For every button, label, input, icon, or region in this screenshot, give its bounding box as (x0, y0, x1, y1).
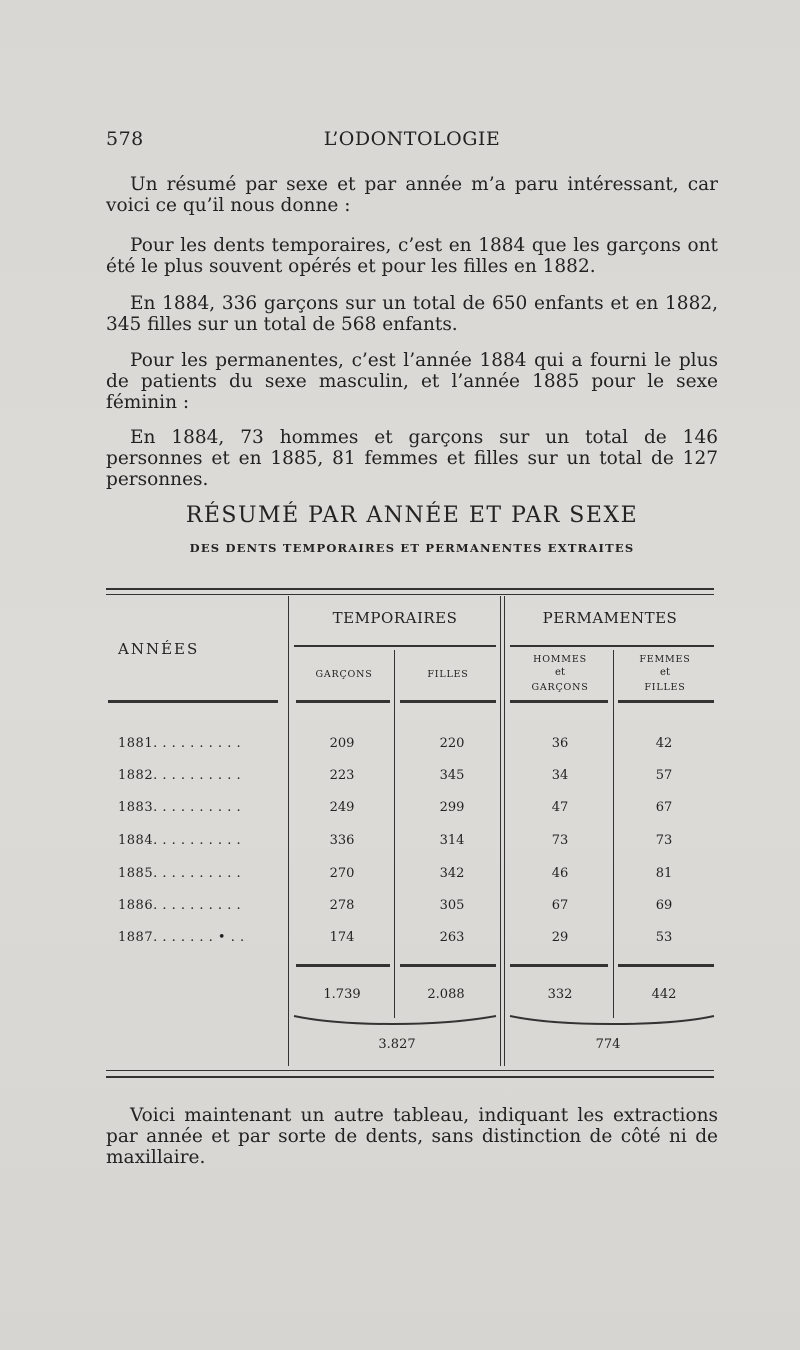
paragraph-1884-1885: En 1884, 73 hommes et garçons sur un total de 146 personnes et en 1885, 81 femmes et filles sur un total de 127 personnes. (106, 427, 718, 490)
header-mid-rule-perm (510, 645, 714, 647)
table-subtitle: DES DENTS TEMPORAIRES ET PERMANENTES EXTRAITES (189, 541, 635, 555)
table-top-rule (106, 588, 714, 590)
header-garcons: GARÇONS (315, 669, 373, 680)
garcons-value: 223 (329, 768, 355, 783)
header-bottom-rule-filles (400, 700, 496, 703)
femmes-value: 53 (655, 930, 673, 945)
table-bottom-rule (106, 1070, 714, 1071)
filles-value: 314 (439, 833, 465, 848)
total-femmes: 442 (651, 987, 677, 1002)
subtotal-rule-garcons (296, 964, 390, 967)
femmes-value: 69 (655, 898, 673, 913)
subtotal-rule-filles (400, 964, 496, 967)
femmes-value: 73 (655, 833, 673, 848)
header-permamentes: PERMAMENTES (542, 609, 678, 627)
garcons-value: 270 (329, 866, 355, 881)
femmes-value: 81 (655, 866, 673, 881)
header-bottom-rule-femmes (618, 700, 714, 703)
table-bottom-rule-2 (106, 1076, 714, 1078)
header-hommes-line1: HOMMES (533, 654, 587, 665)
header-femmes-line1: FEMMES (639, 654, 691, 665)
filles-value: 263 (439, 930, 465, 945)
year-label: 1885. . . . . . . . . . (118, 866, 242, 881)
col-divider-years (288, 596, 289, 1066)
total-garcons: 1.739 (323, 987, 361, 1002)
femmes-value: 67 (655, 800, 673, 815)
hommes-value: 29 (551, 930, 569, 945)
year-label: 1883. . . . . . . . . . (118, 800, 242, 815)
hommes-value: 34 (551, 768, 569, 783)
paragraph-temporaires: Pour les dents temporaires, c’est en 1884 que les garçons ont été le plus souvent opérés et pour les filles en 1882. (106, 235, 718, 277)
garcons-value: 249 (329, 800, 355, 815)
year-label: 1881. . . . . . . . . . (118, 736, 242, 751)
hommes-value: 36 (551, 736, 569, 751)
brace-temporaires (292, 1012, 498, 1030)
header-filles: FILLES (427, 669, 469, 680)
total-hommes: 332 (547, 987, 573, 1002)
total-filles: 2.088 (427, 987, 465, 1002)
year-label: 1882. . . . . . . . . . (118, 768, 242, 783)
col-divider-main-2 (504, 596, 505, 1066)
header-mid-rule-temp (294, 645, 496, 647)
garcons-value: 209 (329, 736, 355, 751)
femmes-value: 57 (655, 768, 673, 783)
year-label: 1886. . . . . . . . . . (118, 898, 242, 913)
hommes-value: 73 (551, 833, 569, 848)
header-femmes-line3: FILLES (644, 682, 686, 693)
header-bottom-rule-years (108, 700, 278, 703)
femmes-value: 42 (655, 736, 673, 751)
garcons-value: 174 (329, 930, 355, 945)
filles-value: 305 (439, 898, 465, 913)
col-divider-perm (613, 650, 614, 1018)
filles-value: 220 (439, 736, 465, 751)
page-number: 578 (106, 128, 144, 150)
running-title: L’ODONTOLOGIE (323, 128, 501, 150)
header-femmes-line2: et (660, 667, 670, 678)
hommes-value: 47 (551, 800, 569, 815)
garcons-value: 336 (329, 833, 355, 848)
hommes-value: 67 (551, 898, 569, 913)
col-divider-main (500, 596, 501, 1066)
table-title: RÉSUMÉ PAR ANNÉE ET PAR SEXE (185, 503, 639, 528)
hommes-value: 46 (551, 866, 569, 881)
subtotal-rule-femmes (618, 964, 714, 967)
col-divider-temp (394, 650, 395, 1018)
brace-permamentes (508, 1012, 716, 1030)
table-top-rule-2 (106, 594, 714, 595)
year-label: 1887. . . . . . . • . . (118, 930, 245, 945)
year-label: 1884. . . . . . . . . . (118, 833, 242, 848)
filles-value: 345 (439, 768, 465, 783)
garcons-value: 278 (329, 898, 355, 913)
grand-total-temporaires: 3.827 (378, 1037, 416, 1052)
header-bottom-rule-hommes (510, 700, 608, 703)
header-hommes-line2: et (555, 667, 565, 678)
paragraph-next-table: Voici maintenant un autre tableau, indiquant les extractions par année et par sorte de dents, sans distinction de côté ni de maxillaire. (106, 1105, 718, 1168)
filles-value: 342 (439, 866, 465, 881)
filles-value: 299 (439, 800, 465, 815)
header-bottom-rule-garcons (296, 700, 390, 703)
header-annees: ANNÉES (118, 640, 200, 658)
subtotal-rule-hommes (510, 964, 608, 967)
paragraph-1884-1882: En 1884, 336 garçons sur un total de 650 enfants et en 1882, 345 filles sur un total de 568 enfants. (106, 293, 718, 335)
page-header (106, 128, 718, 158)
grand-total-permamentes: 774 (595, 1037, 621, 1052)
paragraph-permanentes: Pour les permanentes, c’est l’année 1884 qui a fourni le plus de patients du sexe masculin, et l’année 1885 pour le sexe féminin : (106, 350, 718, 413)
header-temporaires: TEMPORAIRES (332, 609, 458, 627)
header-hommes-line3: GARÇONS (531, 682, 589, 693)
paragraph-intro: Un résumé par sexe et par année m’a paru intéressant, car voici ce qu’il nous donne : (106, 174, 718, 216)
